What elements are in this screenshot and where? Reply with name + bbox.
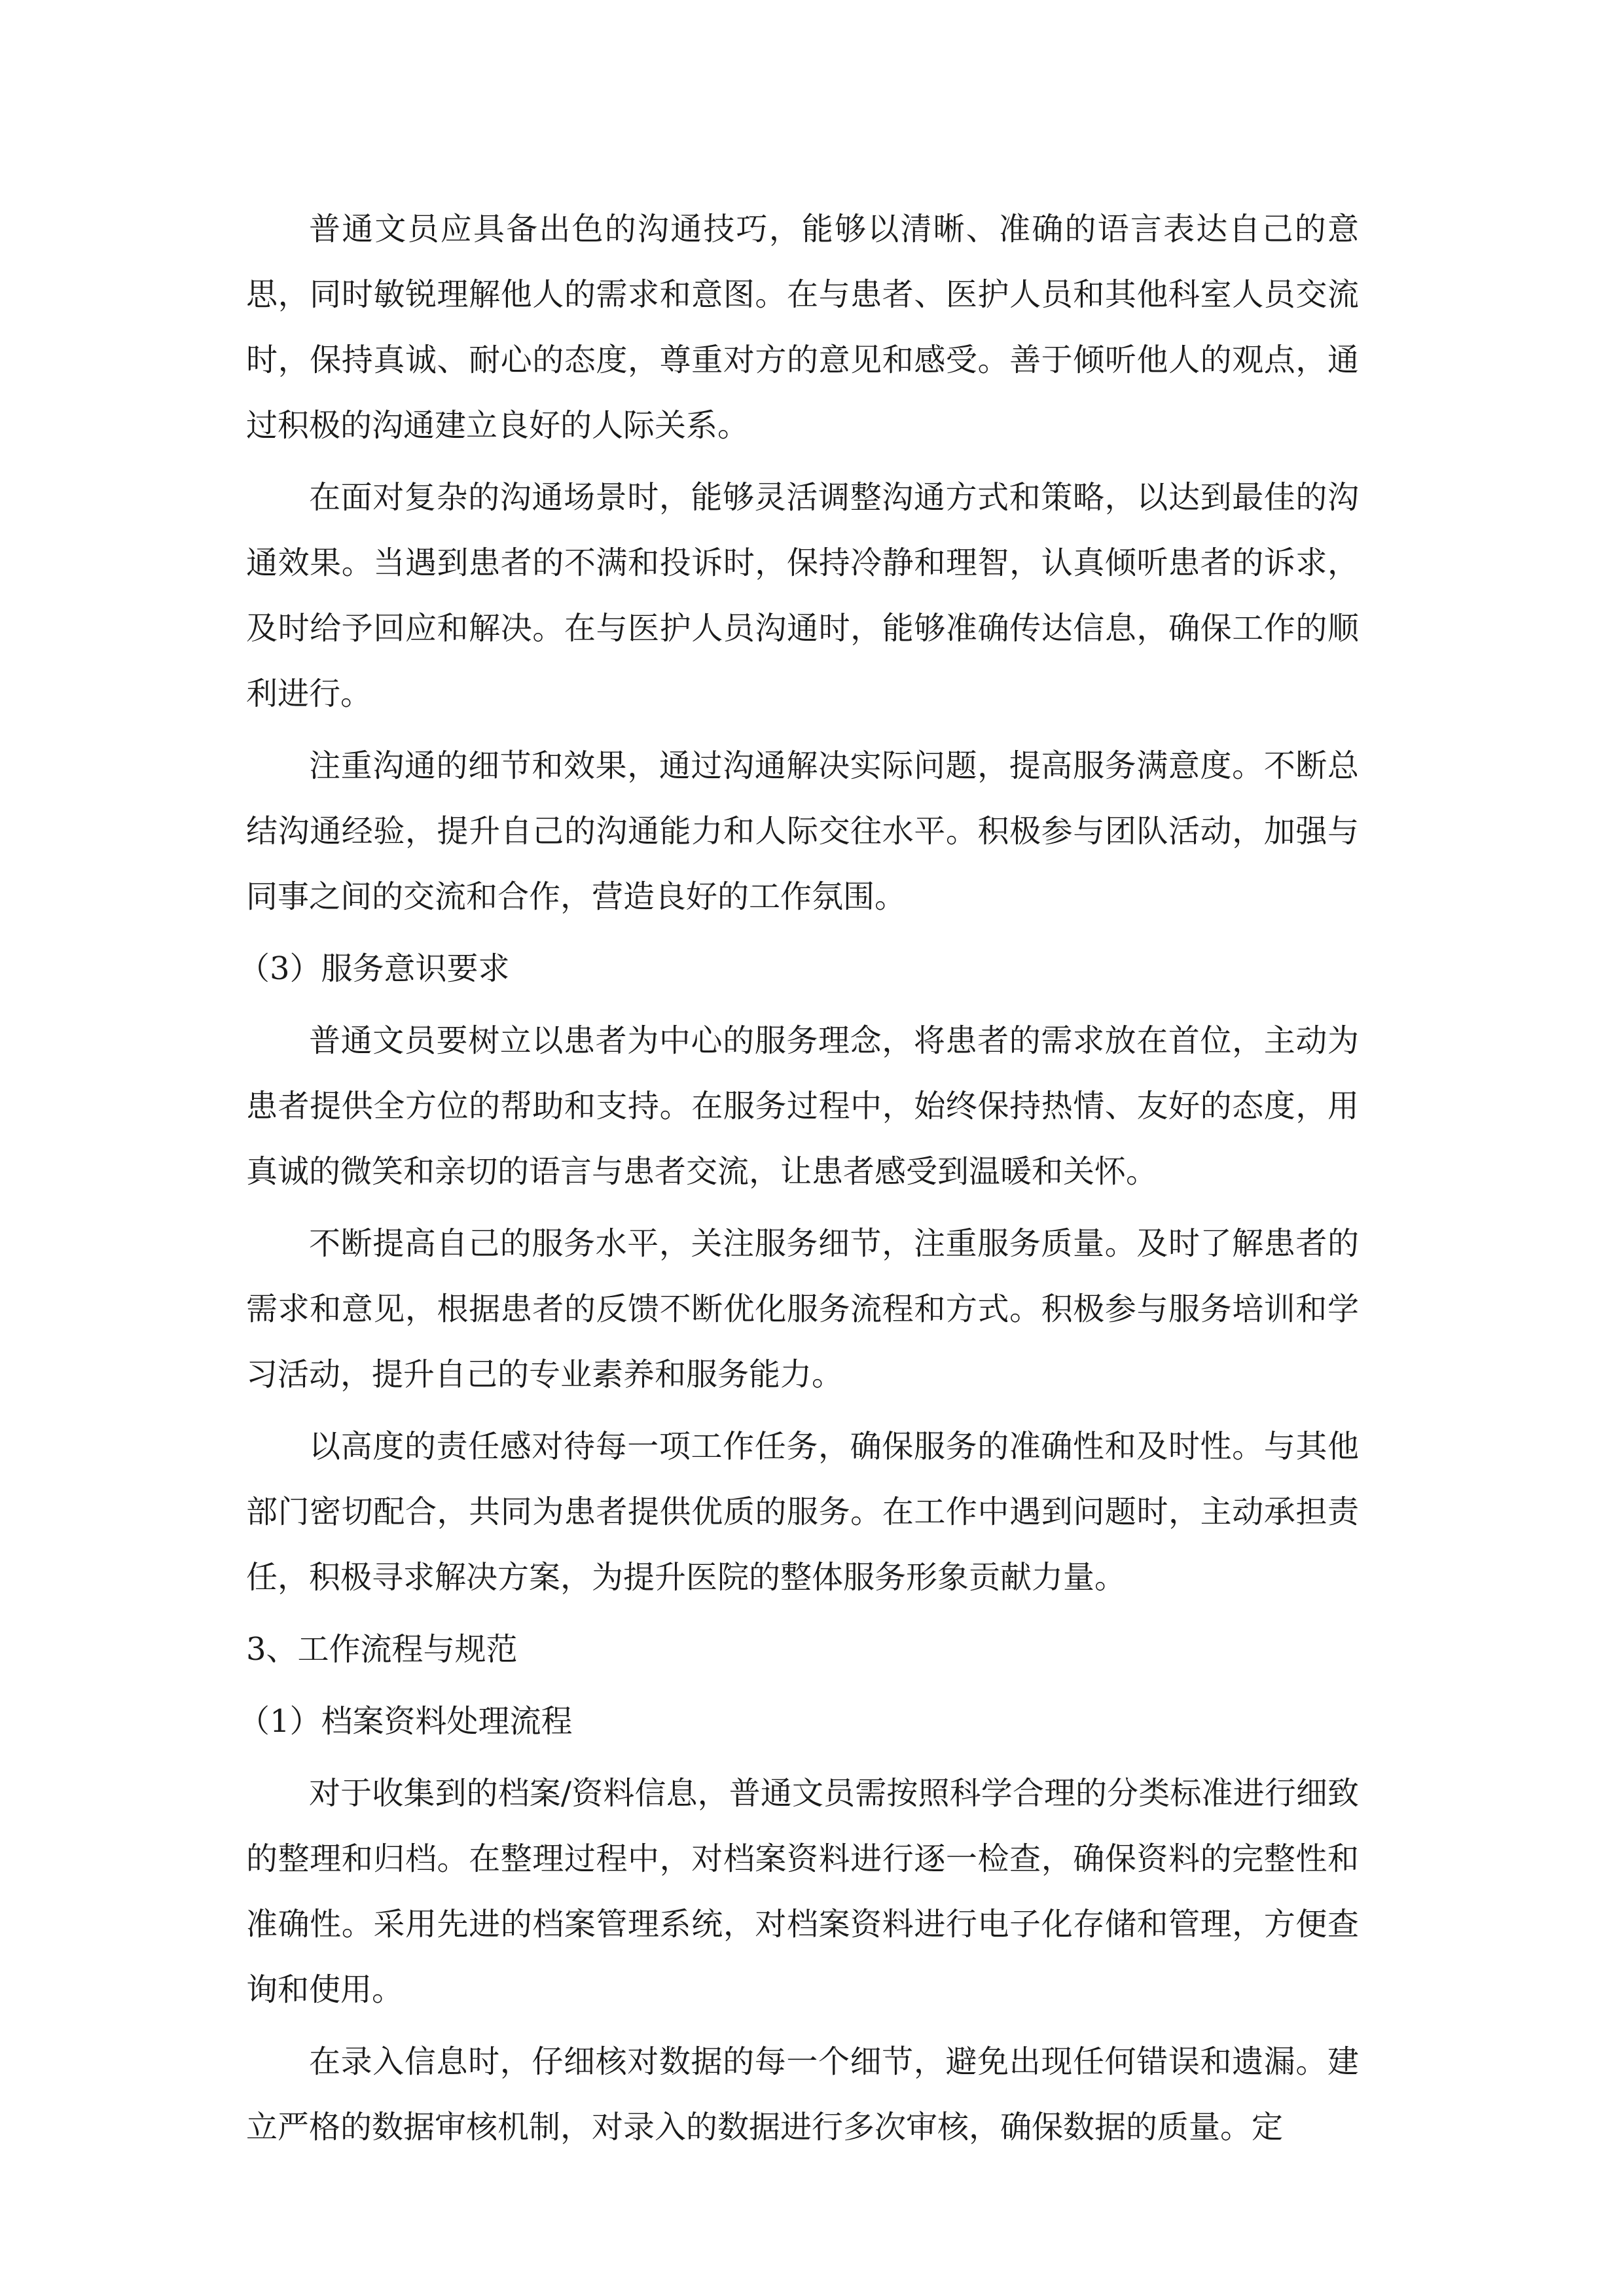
- section-heading: 3、工作流程与规范: [246, 1631, 518, 1668]
- paragraph: 在面对复杂的沟通场景时，能够灵活调整沟通方式和策略，以达到最佳的沟通效果。当遇到患者的不满和投诉时，保持冷静和理智，认真倾听患者的诉求，及时给予回应和解决。在与医护人员沟通时，能够准确传达信息，确保工作的顺利进行。: [246, 479, 1359, 712]
- document-body: [238, 196, 1359, 2166]
- subheading: （3）服务意识要求: [238, 950, 510, 987]
- paragraph: 不断提高自己的服务水平，关注服务细节，注重服务质量。及时了解患者的需求和意见，根据患者的反馈不断优化服务流程和方式。积极参与服务培训和学习活动，提升自己的专业素养和服务能力。: [246, 1225, 1359, 1393]
- paragraph: 普通文员要树立以患者为中心的服务理念，将患者的需求放在首位，主动为患者提供全方位的帮助和支持。在服务过程中，始终保持热情、友好的态度，用真诚的微笑和亲切的语言与患者交流，让患者感受到温暖和关怀。: [246, 1022, 1359, 1190]
- paragraph: 普通文员应具备出色的沟通技巧，能够以清晰、准确的语言表达自己的意思，同时敏锐理解他人的需求和意图。在与患者、医护人员和其他科室人员交流时，保持真诚、耐心的态度，尊重对方的意见和感受。善于倾听他人的观点，通过积极的沟通建立良好的人际关系。: [246, 211, 1359, 444]
- paragraph: 对于收集到的档案/资料信息，普通文员需按照科学合理的分类标准进行细致的整理和归档。在整理过程中，对档案资料进行逐一检查，确保资料的完整性和准确性。采用先进的档案管理系统，对档案资料进行电子化存储和管理，方便查询和使用。: [246, 1775, 1359, 2008]
- paragraph: 注重沟通的细节和效果，通过沟通解决实际问题，提高服务满意度。不断总结沟通经验，提升自己的沟通能力和人际交往水平。积极参与团队活动，加强与同事之间的交流和合作，营造良好的工作氛围。: [246, 747, 1359, 915]
- subheading: （1）档案资料处理流程: [238, 1703, 573, 1740]
- paragraph: 以高度的责任感对待每一项工作任务，确保服务的准确性和及时性。与其他部门密切配合，共同为患者提供优质的服务。在工作中遇到问题时，主动承担责任，积极寻求解决方案，为提升医院的整体服务形象贡献力量。: [246, 1428, 1359, 1596]
- paragraph: 在录入信息时，仔细核对数据的每一个细节，避免出现任何错误和遗漏。建立严格的数据审核机制，对录入的数据进行多次审核，确保数据的质量。定: [246, 2043, 1359, 2145]
